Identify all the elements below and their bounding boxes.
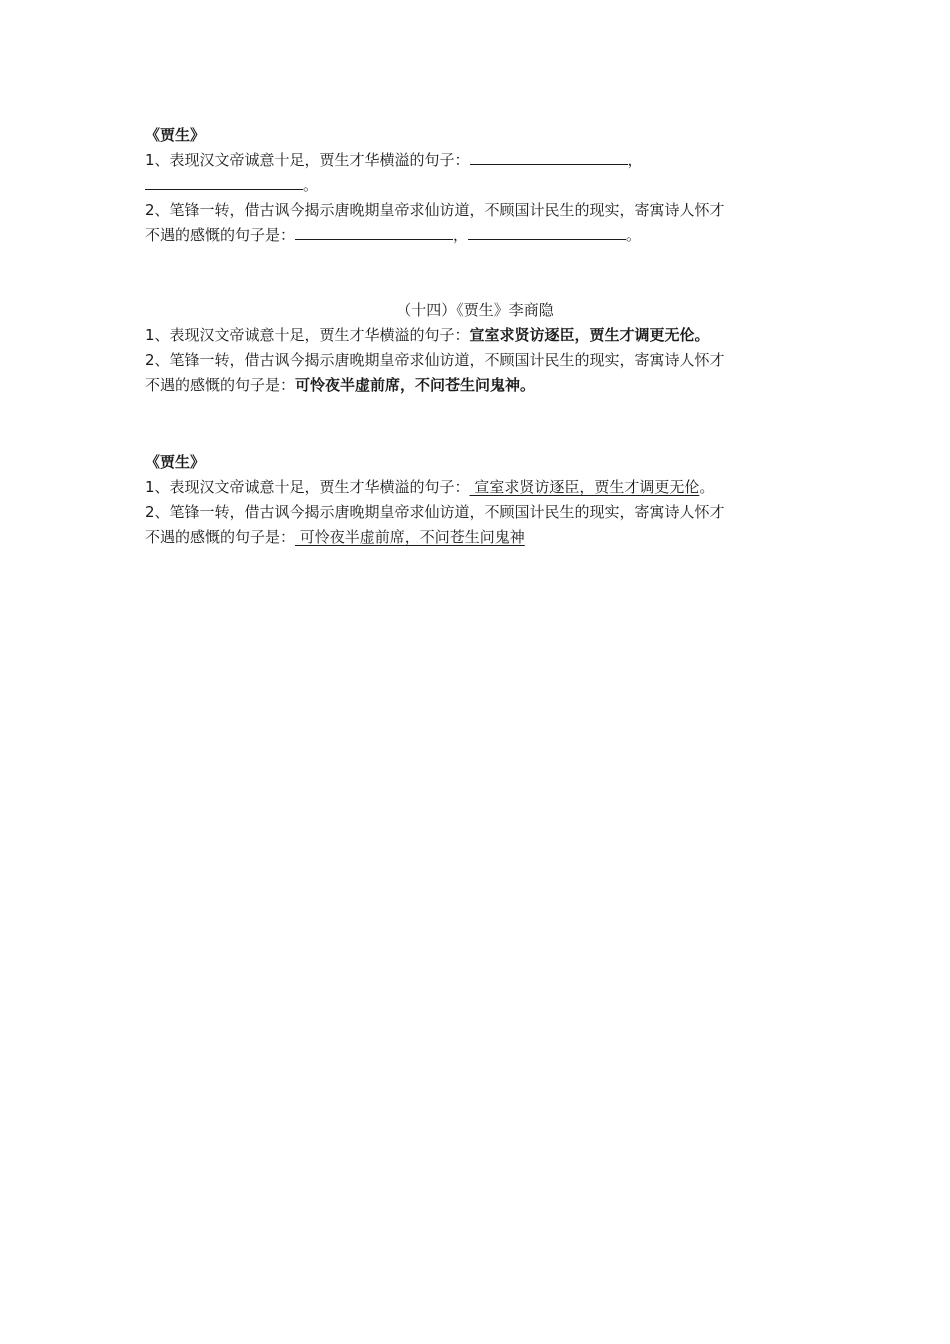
- question-2-line-1: 2、笔锋一转，借古讽今揭示唐晚期皇帝求仙访道，不顾国计民生的现实，寄寓诗人怀才: [145, 503, 725, 521]
- answer-blank[interactable]: [145, 173, 303, 190]
- answer-blank[interactable]: [470, 148, 628, 165]
- section-title: 《贾生》: [145, 453, 206, 471]
- punctuation-period: 。: [699, 478, 715, 496]
- question-2-line-2: [145, 223, 805, 248]
- question-2-line-2: [145, 373, 805, 398]
- answer-1: 宣室求贤访逐臣，贾生才调更无伦: [469, 478, 700, 496]
- question-1: [145, 148, 805, 173]
- answer-2: 可怜夜半虚前席，不问苍生问鬼神: [295, 528, 525, 546]
- question-2-line-1: 2、笔锋一转，借古讽今揭示唐晚期皇帝求仙访道，不顾国计民生的现实，寄寓诗人怀才: [145, 201, 725, 219]
- section-heading: （十四）《贾生》李商隐: [396, 301, 554, 319]
- question-1-text: 1、表现汉文帝诚意十足，贾生才华横溢的句子：: [145, 326, 470, 344]
- question-1: [145, 323, 805, 348]
- question-2-text: 不遇的感慨的句子是：: [145, 226, 296, 244]
- question-2-text: 不遇的感慨的句子是：: [145, 376, 296, 394]
- answer-2: 可怜夜半虚前席，不问苍生问鬼神。: [295, 376, 536, 394]
- section-title: 《贾生》: [145, 126, 206, 144]
- question-1-continued: [145, 173, 805, 198]
- question-1-text: 1、表现汉文帝诚意十足，贾生才华横溢的句子：: [145, 478, 470, 496]
- punctuation-comma: ，: [627, 151, 643, 169]
- document-page: [145, 123, 805, 550]
- answer-blank[interactable]: [468, 223, 626, 240]
- question-block-blank: [145, 123, 805, 248]
- question-block-answer-bold: [145, 298, 805, 398]
- punctuation-comma: ，: [453, 226, 469, 244]
- question-2-line-2: [145, 525, 805, 550]
- question-1: [145, 475, 805, 500]
- question-1-text: 1、表现汉文帝诚意十足，贾生才华横溢的句子：: [145, 151, 470, 169]
- question-block-answer-underlined: [145, 450, 805, 550]
- answer-1: 宣室求贤访逐臣，贾生才调更无伦。: [469, 326, 710, 344]
- question-2-line-1: 2、笔锋一转，借古讽今揭示唐晚期皇帝求仙访道，不顾国计民生的现实，寄寓诗人怀才: [145, 351, 725, 369]
- punctuation-period: 。: [303, 176, 319, 194]
- punctuation-period: 。: [626, 226, 642, 244]
- question-2-text: 不遇的感慨的句子是：: [145, 528, 296, 546]
- answer-blank[interactable]: [295, 223, 453, 240]
